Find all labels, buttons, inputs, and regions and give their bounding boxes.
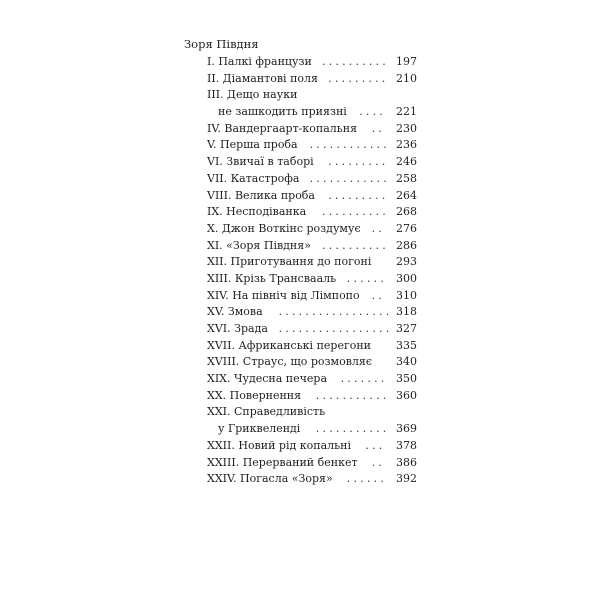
- toc-leader-dots: .........: [328, 188, 389, 202]
- toc-page-number: 386: [396, 455, 417, 469]
- toc-entry: [0, 404, 600, 437]
- toc-entry-label: XIII. Крізь Трансвааль: [207, 271, 337, 285]
- toc-entry: [0, 371, 600, 388]
- toc-entry-label: XXII. Новий рід копальні: [207, 438, 351, 452]
- toc-page-number: 350: [396, 372, 417, 386]
- toc-entry: [0, 338, 600, 355]
- toc-leader-dots: ....: [359, 105, 386, 119]
- toc-leader-dots: ..........: [322, 55, 389, 68]
- toc-entry-label: XVIII. Страус, що розмовляє: [207, 355, 372, 369]
- toc-entry: [0, 221, 600, 238]
- toc-page-number: 335: [396, 338, 417, 352]
- toc-entry-label: V. Перша проба: [207, 138, 298, 152]
- toc-leader-dots: .......: [340, 372, 388, 386]
- toc-leader-dots: ............: [309, 171, 390, 185]
- toc-leader-dots: ............: [309, 138, 390, 152]
- toc-page-number: 300: [396, 271, 417, 285]
- toc-page-number: 246: [396, 155, 417, 169]
- toc-entry-label: III. Дещо науки: [207, 88, 298, 102]
- toc-entry: [0, 87, 600, 120]
- toc-entry-label: XI. «Зоря Півдня»: [207, 238, 311, 252]
- toc-entry: [0, 204, 600, 221]
- toc-page-number: 327: [396, 322, 417, 336]
- toc-entry: [0, 171, 600, 188]
- toc-entry: [0, 354, 600, 371]
- toc-entry-label: XX. Повернення: [207, 388, 302, 402]
- toc-entry-label: XXIV. Погасла «Зоря»: [207, 472, 333, 486]
- toc-entry: [0, 321, 600, 338]
- toc-entry-label: XXIII. Перерваний бенкет: [207, 455, 358, 469]
- toc-page-number: 221: [396, 105, 417, 119]
- toc-entry: [0, 54, 600, 71]
- toc-leader-dots: .................: [278, 322, 393, 336]
- toc-leader-dots: ......: [346, 271, 387, 285]
- toc-page-number: 264: [396, 188, 417, 202]
- toc-entry-label: XIV. На північ від Лімпопо: [207, 288, 360, 302]
- toc-entry: [0, 71, 600, 88]
- toc-entry: [0, 121, 600, 138]
- toc-entry-label: IV. Вандергаарт-копальня: [207, 121, 358, 135]
- toc-leader-dots: ...: [365, 438, 386, 452]
- toc-entry: [0, 388, 600, 405]
- toc-entry: [0, 154, 600, 171]
- toc-leader-dots: ..........: [322, 238, 389, 252]
- toc-entry-label: VII. Катастрофа: [207, 171, 300, 185]
- toc-page-number: 210: [396, 71, 417, 85]
- toc-leader-dots: .........: [328, 71, 389, 85]
- toc-leader-dots: ...........: [315, 388, 390, 402]
- toc-entry-label: XV. Змова: [207, 305, 263, 319]
- toc-leader-dots: ..: [371, 455, 385, 469]
- toc-entry: [0, 471, 600, 488]
- toc-page-number: 268: [396, 205, 417, 219]
- toc-page-number: 230: [396, 121, 417, 135]
- toc-page-number: 340: [396, 355, 417, 369]
- toc-page-number: 369: [396, 422, 417, 436]
- toc-entry: [0, 137, 600, 154]
- toc-entry-label: XVII. Африканські перегони: [207, 338, 372, 352]
- toc-page-number: 197: [396, 55, 417, 68]
- toc-entry: [0, 438, 600, 455]
- toc-entry-label: IX. Несподіванка: [207, 205, 307, 219]
- toc-page-number: 286: [396, 238, 417, 252]
- toc-entry: [0, 288, 600, 305]
- toc-page-number: 276: [396, 221, 417, 235]
- toc-entry-label: I. Палкі французи: [207, 55, 312, 68]
- toc-leader-dots: ..........: [322, 205, 389, 219]
- toc-page-number: 293: [396, 255, 417, 269]
- toc-leader-dots: .........: [328, 155, 389, 169]
- toc-entry-label: II. Діамантові поля: [207, 71, 318, 85]
- toc-entry: [0, 238, 600, 255]
- toc-leader-dots: ..: [371, 288, 385, 302]
- toc-entry-label: XXI. Справедливість: [207, 405, 326, 419]
- toc-entry: [0, 254, 600, 271]
- toc-leader-dots: ..: [371, 221, 385, 235]
- toc-entry-label-continued: у Гриквеленді: [218, 422, 301, 436]
- toc-entry-label-continued: не зашкодить приязні: [218, 105, 347, 119]
- toc-entry: [0, 304, 600, 321]
- toc-page-number: 392: [396, 472, 417, 486]
- toc-entry: [0, 188, 600, 205]
- toc-page-number: 378: [396, 438, 417, 452]
- toc-entry: [0, 271, 600, 288]
- toc-page-number: 310: [396, 288, 417, 302]
- toc-page-number: 258: [396, 171, 417, 185]
- toc-leader-dots: ...........: [315, 422, 390, 436]
- toc-entry-label: XVI. Зрада: [207, 322, 268, 336]
- toc-page-number: 360: [396, 388, 417, 402]
- toc-entry-label: XIX. Чудесна печера: [207, 372, 328, 386]
- toc-entry-label: XII. Приготування до погоні: [207, 255, 372, 269]
- toc-entry-label: X. Джон Воткінс роздумує: [207, 221, 361, 235]
- toc-title: Зоря Півдня: [184, 37, 259, 51]
- toc-leader-dots: .................: [278, 305, 393, 319]
- toc-page-number: 236: [396, 138, 417, 152]
- toc-entries: [0, 54, 600, 488]
- toc-leader-dots: ..: [371, 121, 385, 135]
- toc-entry-label: VI. Звичаї в таборі: [207, 155, 314, 169]
- toc-entry-label: VIII. Велика проба: [207, 188, 315, 202]
- toc-page-number: 318: [396, 305, 417, 319]
- toc-entry: [0, 455, 600, 472]
- toc-leader-dots: ......: [346, 472, 387, 486]
